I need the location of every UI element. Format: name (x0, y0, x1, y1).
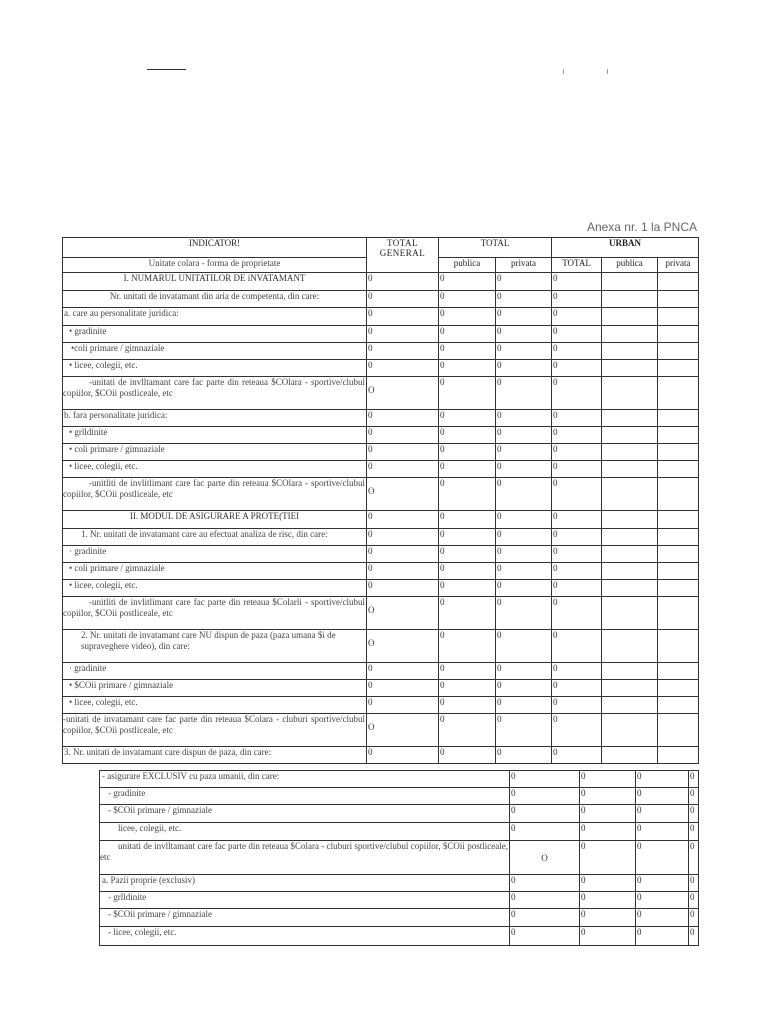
total-header: TOTAL (439, 238, 552, 258)
urban-total-value: 0 (552, 630, 602, 663)
publica-value: 0 (580, 823, 636, 841)
urban-total-value: 0 (552, 563, 602, 580)
urban-total-value: 0 (552, 680, 602, 697)
total-general-value: 0 (367, 410, 439, 427)
publica-value: 0 (439, 478, 496, 511)
row-label: - grlldinite (100, 892, 510, 909)
publica-value: 0 (439, 410, 496, 427)
total-general-value: 0 (367, 529, 439, 546)
urban-publica-value (602, 529, 658, 546)
urban-total-value: 0 (552, 597, 602, 630)
publica-value: 0 (439, 360, 496, 377)
row-label: a. Pazii proprie (exclusiv) (100, 875, 510, 892)
urban-privata-value (658, 377, 699, 410)
row-label: 3. Nr. unitati de invatamant care dispun de paza, din care: (63, 747, 367, 764)
publica-value: 0 (580, 771, 636, 788)
urban-total-value: 0 (552, 663, 602, 680)
total-general-header: TOTAL GENERAL (367, 238, 439, 273)
privata-value: 0 (496, 714, 552, 747)
row-label: Nr. unitati de invatamant din aria de competenta, din care: (63, 291, 367, 308)
urban-total-value: 0 (552, 580, 602, 597)
urban-privata-value (658, 308, 699, 326)
form-of-ownership-subheader: Unitate colara - forma de proprietate (63, 258, 367, 273)
publica-value: 0 (439, 529, 496, 546)
table-row (63, 680, 699, 697)
privata-value: 0 (636, 892, 689, 909)
total-general-value: 0 (367, 427, 439, 444)
table-row (63, 343, 699, 360)
row-label: • licee, colegii, etc. (63, 697, 367, 714)
row-label: - gradinite (100, 788, 510, 805)
total-general-value: 0 (367, 580, 439, 597)
publica-value: 0 (580, 909, 636, 927)
urban-privata-value (658, 444, 699, 461)
urban-privata-value (658, 680, 699, 697)
publica-value: 0 (580, 927, 636, 946)
urban-privata-value (658, 714, 699, 747)
total-general-value: 0 (510, 788, 580, 805)
urban-publica-value (602, 410, 658, 427)
urban-publica-value (602, 680, 658, 697)
privata-value: 0 (496, 478, 552, 511)
total-general-value: 0 (367, 308, 439, 326)
urban-publica-value (602, 630, 658, 663)
annex-title: Anexa nr. 1 la PNCA (586, 220, 697, 234)
indicator-header: INDICATOR! (63, 238, 367, 258)
urban-privata-value (658, 273, 699, 291)
urban-total-value: 0 (552, 444, 602, 461)
total-general-value: 0 (367, 461, 439, 478)
table-row (63, 747, 699, 764)
indicator-table (62, 237, 699, 764)
urban-total-value: 0 (689, 788, 699, 805)
publica-value: 0 (439, 563, 496, 580)
urban-publica-value (602, 273, 658, 291)
table-row (63, 714, 699, 747)
table-row (63, 273, 699, 291)
privata-value: 0 (496, 511, 552, 529)
urban-publica-value (602, 714, 658, 747)
total-general-value: 0 (367, 546, 439, 563)
table-row (63, 697, 699, 714)
urban-publica-value (602, 511, 658, 529)
urban-total-value: 0 (689, 909, 699, 927)
urban-publica-value (602, 377, 658, 410)
urban-privata-value (658, 529, 699, 546)
total-general-value: 0 (367, 663, 439, 680)
urban-total-value: 0 (689, 771, 699, 788)
total-general-value: 0 (510, 927, 580, 946)
privata-value: 0 (496, 630, 552, 663)
scan-mark (607, 69, 608, 74)
publica-value: 0 (439, 747, 496, 764)
total-general-value: O (367, 714, 439, 747)
privata-value: 0 (496, 410, 552, 427)
privata-value: 0 (636, 875, 689, 892)
total-general-value: O (367, 597, 439, 630)
table-row (63, 326, 699, 343)
total-general-value: 0 (367, 444, 439, 461)
row-label: -unitati de invatamant care fac parte din reteaua $Colara - cluburi sportive/clubul copiilor, $COii postliceale, etc (63, 714, 367, 747)
guard-table (99, 770, 699, 946)
publica-value: 0 (439, 597, 496, 630)
urban-privata-value (658, 343, 699, 360)
publica-value: 0 (439, 546, 496, 563)
urban-publica-value (602, 343, 658, 360)
urban-publica-value (602, 291, 658, 308)
urban-total-value: 0 (689, 875, 699, 892)
urban-total-value: 0 (552, 410, 602, 427)
urban-privata-value (658, 427, 699, 444)
table-row (100, 788, 699, 805)
privata-value: 0 (496, 461, 552, 478)
privata-value: 0 (496, 747, 552, 764)
privata-value: 0 (496, 343, 552, 360)
total-general-value: 0 (510, 823, 580, 841)
urban-publica-value (602, 597, 658, 630)
table-row (63, 461, 699, 478)
urban-publica-value (602, 478, 658, 511)
urban-publica-value (602, 546, 658, 563)
urban-privata-value (658, 326, 699, 343)
urban-publica-value (602, 663, 658, 680)
privata-value: 0 (496, 546, 552, 563)
urban-privata-value (658, 580, 699, 597)
urban-total-value: 0 (552, 546, 602, 563)
table-row (100, 892, 699, 909)
table-row (100, 841, 699, 875)
privata-value: 0 (496, 427, 552, 444)
publica-value: 0 (439, 511, 496, 529)
table-row (63, 663, 699, 680)
row-label: 1. Nr. unitati de invatamant care au efectuat analiza de risc, din care: (63, 529, 367, 546)
row-label: unitati de invlltamant care fac parte din reteaua $Colara - cluburi sportive/clubul copiilor, $COii postliceale, etc (100, 841, 510, 875)
urban-privata-value (658, 563, 699, 580)
row-label: • grlldinite (63, 427, 367, 444)
urban-total-value: 0 (552, 697, 602, 714)
urban-total-value: 0 (689, 927, 699, 946)
total-general-value: 0 (367, 326, 439, 343)
header-row (63, 238, 699, 258)
publica-value: 0 (439, 444, 496, 461)
table-row (100, 805, 699, 823)
publica-value: 0 (580, 892, 636, 909)
publica-value: 0 (439, 580, 496, 597)
urban-publica-value (602, 580, 658, 597)
row-label: I. NUMARUL UNITATILOR DE iNVATAMANT (63, 273, 367, 291)
row-label: • coli primare / gimnaziale (63, 563, 367, 580)
table-row (100, 927, 699, 946)
privata-value: 0 (496, 663, 552, 680)
row-label: a. care au personalitate juridica: (63, 308, 367, 326)
publica-value: 0 (439, 697, 496, 714)
publica-value: 0 (439, 714, 496, 747)
urban-total-value: 0 (689, 892, 699, 909)
urban-publica-value (602, 360, 658, 377)
row-label: II. MODUL DE ASIGURARE A PROTE(TIEI (63, 511, 367, 529)
privata-value: 0 (636, 771, 689, 788)
urban-total-value: 0 (689, 805, 699, 823)
urban-publica-value (602, 747, 658, 764)
total-general-value: 0 (510, 909, 580, 927)
privata-value: 0 (496, 563, 552, 580)
urban-publica-value (602, 563, 658, 580)
urban-total-value: 0 (552, 461, 602, 478)
top-rule (147, 69, 186, 70)
urban-total-value: 0 (552, 377, 602, 410)
urban-privata-value (658, 630, 699, 663)
urban-privata-value (658, 461, 699, 478)
table-row (63, 546, 699, 563)
urban-privata-value (658, 747, 699, 764)
total-general-value: 0 (367, 291, 439, 308)
publica-value: 0 (439, 326, 496, 343)
privata-header: privata (496, 258, 552, 273)
table-row (63, 511, 699, 529)
publica-value: 0 (439, 461, 496, 478)
row-label: - asigurare EXCLUSIV cu paza umanii, din care: (100, 771, 510, 788)
row-label: -unitliti de invlitlimant care fac parte din reteaua $COlara - sportive/clubul copiilor, $COii postliceale, etc (63, 478, 367, 511)
urban-total-value: 0 (552, 427, 602, 444)
privata-value: 0 (496, 273, 552, 291)
table-row (63, 360, 699, 377)
table-row (100, 771, 699, 788)
urban-privata-value (658, 291, 699, 308)
table-row (63, 308, 699, 326)
scan-mark (563, 69, 564, 74)
privata-value: 0 (496, 377, 552, 410)
publica-value: 0 (439, 273, 496, 291)
total-general-value: 0 (367, 563, 439, 580)
total-general-value: O (367, 630, 439, 663)
table-row (63, 444, 699, 461)
total-general-value: O (510, 841, 580, 875)
publica-value: 0 (439, 343, 496, 360)
privata-value: 0 (636, 841, 689, 875)
urban-total-value: 0 (552, 529, 602, 546)
row-label: • coli primare / gimnaziale (63, 444, 367, 461)
publica-value: 0 (439, 680, 496, 697)
total-general-value: 0 (367, 747, 439, 764)
row-label: b. fara personalitate juridica: (63, 410, 367, 427)
row-label: - $COii primare / gimnaziale (100, 909, 510, 927)
privata-value: 0 (496, 291, 552, 308)
row-label: •coli primare / gimnaziale (63, 343, 367, 360)
privata-value: 0 (636, 909, 689, 927)
privata-value: 0 (496, 326, 552, 343)
publica-value: 0 (439, 630, 496, 663)
total-general-value: 0 (367, 680, 439, 697)
publica-value: 0 (439, 663, 496, 680)
total-general-value: 0 (367, 273, 439, 291)
urban-privata-value (658, 697, 699, 714)
table-row (63, 291, 699, 308)
privata-value: 0 (636, 805, 689, 823)
urban-privata-value (658, 546, 699, 563)
row-label: · gradinite (63, 546, 367, 563)
total-general-value: 0 (367, 697, 439, 714)
table-row (63, 597, 699, 630)
urban-total-value: 0 (552, 511, 602, 529)
urban-total-value: 0 (552, 273, 602, 291)
urban-privata-value (658, 410, 699, 427)
urban-total-value: 0 (552, 478, 602, 511)
total-general-value: 0 (367, 360, 439, 377)
row-label: -unitliti de invlitlimant care fac parte din reteaua $Colarli - sportive/clubul copiilor, $COii postliceale, etc (63, 597, 367, 630)
publica-header: publica (439, 258, 496, 273)
privata-value: 0 (636, 788, 689, 805)
privata-value: 0 (496, 680, 552, 697)
table-row (63, 478, 699, 511)
privata-value: 0 (496, 697, 552, 714)
publica-value: 0 (439, 291, 496, 308)
table-row (63, 427, 699, 444)
row-label: • licee, colegii, etc. (63, 580, 367, 597)
urban-publica-value (602, 308, 658, 326)
urban-total-value: 0 (552, 360, 602, 377)
total-general-value: 0 (367, 343, 439, 360)
urban-privata-value (658, 663, 699, 680)
urban-publica-value (602, 326, 658, 343)
publica-value: 0 (580, 841, 636, 875)
row-label: • licee, colegii, etc. (63, 360, 367, 377)
urban-total-value: 0 (552, 747, 602, 764)
row-label: • licee, colegii, etc. (63, 461, 367, 478)
total-general-value: 0 (510, 892, 580, 909)
urban-publica-header: publica (602, 258, 658, 273)
table-row (63, 563, 699, 580)
urban-publica-value (602, 444, 658, 461)
total-general-value: 0 (510, 875, 580, 892)
urban-total-value: 0 (552, 343, 602, 360)
publica-value: 0 (580, 805, 636, 823)
urban-total-value: 0 (552, 326, 602, 343)
urban-publica-value (602, 461, 658, 478)
urban-privata-value (658, 360, 699, 377)
urban-header: URBAN (552, 238, 699, 258)
urban-total-header: TOTAL (552, 258, 602, 273)
urban-publica-value (602, 427, 658, 444)
privata-value: 0 (496, 580, 552, 597)
urban-privata-header: privata (658, 258, 699, 273)
publica-value: 0 (580, 875, 636, 892)
privata-value: 0 (636, 927, 689, 946)
total-general-value: O (367, 478, 439, 511)
row-label: - licee, colegii, etc. (100, 927, 510, 946)
privata-value: 0 (496, 529, 552, 546)
row-label: licee, colegii, etc. (100, 823, 510, 841)
publica-value: 0 (580, 788, 636, 805)
urban-publica-value (602, 697, 658, 714)
table-row (63, 580, 699, 597)
urban-privata-value (658, 478, 699, 511)
table-row (63, 529, 699, 546)
total-general-value: 0 (367, 511, 439, 529)
row-label: 2. Nr. unitati de invatamant care NU dispun de paza (paza umana $i de supraveghere video), din care: (63, 630, 367, 663)
privata-value: 0 (496, 444, 552, 461)
urban-total-value: 0 (552, 291, 602, 308)
publica-value: 0 (439, 308, 496, 326)
privata-value: 0 (636, 823, 689, 841)
urban-total-value: 0 (552, 308, 602, 326)
publica-value: 0 (439, 377, 496, 410)
row-label: -unitati de invlltamant care fac parte din reteaua $COlara - sportive/clubul copiilor, $COii postliceale, etc (63, 377, 367, 410)
privata-value: 0 (496, 360, 552, 377)
total-general-value: 0 (510, 771, 580, 788)
row-label: - $COii primare / gimnaziale (100, 805, 510, 823)
urban-privata-value (658, 597, 699, 630)
table-row (100, 909, 699, 927)
total-general-value: O (367, 377, 439, 410)
row-label: • gradinite (63, 326, 367, 343)
privata-value: 0 (496, 597, 552, 630)
urban-privata-value (658, 511, 699, 529)
table-row (63, 410, 699, 427)
table-row (63, 630, 699, 663)
privata-value: 0 (496, 308, 552, 326)
table-row (63, 377, 699, 410)
urban-total-value: 0 (552, 714, 602, 747)
urban-total-value: 0 (689, 841, 699, 875)
urban-total-value: 0 (689, 823, 699, 841)
table-row (100, 823, 699, 841)
row-label: · gradinite (63, 663, 367, 680)
table-row (100, 875, 699, 892)
row-label: • $COii primare / gimnaziale (63, 680, 367, 697)
publica-value: 0 (439, 427, 496, 444)
total-general-value: 0 (510, 805, 580, 823)
